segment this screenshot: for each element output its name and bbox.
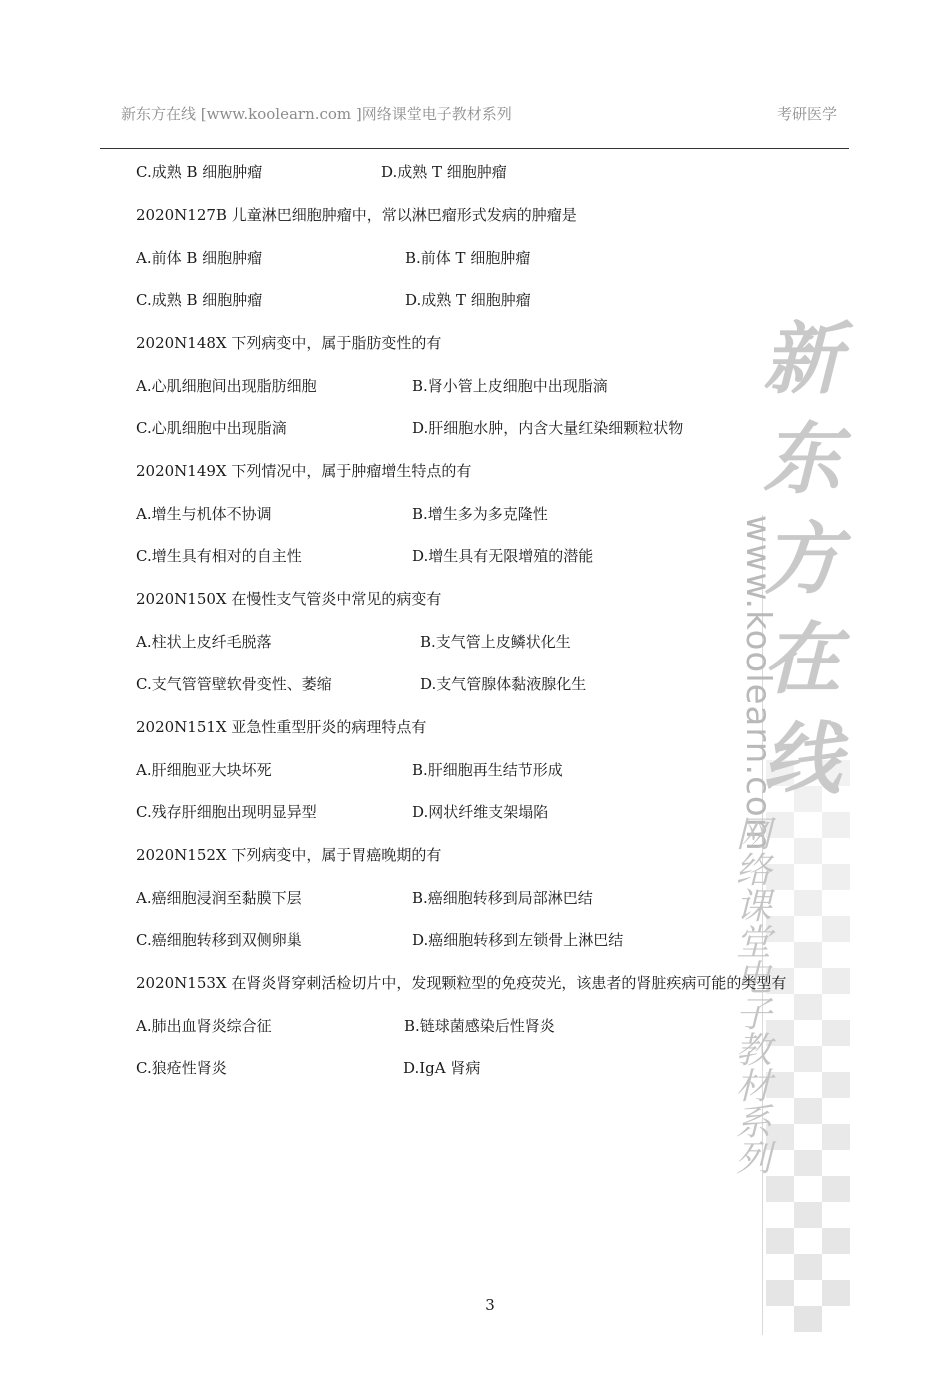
- option-c: C.增生具有相对的自主性: [136, 547, 302, 565]
- option-b: B.癌细胞转移到局部淋巴结: [412, 889, 593, 907]
- option-c: C.残存肝细胞出现明显异型: [136, 803, 317, 821]
- option-c: C.癌细胞转移到双侧卵巢: [136, 931, 302, 949]
- option-d: D.癌细胞转移到左锁骨上淋巴结: [412, 931, 624, 949]
- watermark-checker-square: [794, 838, 822, 864]
- page-number: 3: [485, 1296, 495, 1314]
- watermark-checker-square: [822, 1020, 850, 1046]
- watermark-checker-square: [794, 890, 822, 916]
- option-b: B.肾小管上皮细胞中出现脂滴: [412, 377, 608, 395]
- watermark-checker-square: [822, 1228, 850, 1254]
- watermark-checker-square: [766, 1176, 794, 1202]
- option-b: B.前体 T 细胞肿瘤: [405, 249, 531, 267]
- option-a: A.心肌细胞间出现脂肪细胞: [136, 377, 317, 395]
- option-a: A.肺出血肾炎综合征: [136, 1017, 272, 1035]
- option-b: B.支气管上皮鳞状化生: [420, 633, 571, 651]
- option-c: C.成熟 B 细胞肿瘤: [136, 163, 263, 181]
- watermark-checker-square: [794, 1098, 822, 1124]
- question-stem: 2020N149X 下列情况中，属于肿瘤增生特点的有: [136, 462, 472, 480]
- option-a: A.前体 B 细胞肿瘤: [136, 249, 263, 267]
- option-d: D.肝细胞水肿，内含大量红染细颗粒状物: [412, 419, 684, 437]
- question-stem: 2020N153X 在肾炎肾穿刺活检切片中，发现颗粒型的免疫荧光，该患者的肾脏疾病可能的类型有: [136, 974, 787, 992]
- question-stem: 2020N150X 在慢性支气管炎中常见的病变有: [136, 590, 442, 608]
- option-d: D.成熟 T 细胞肿瘤: [381, 163, 507, 181]
- option-b: B.增生多为多克隆性: [412, 505, 548, 523]
- question-stem: 2020N151X 亚急性重型肝炎的病理特点有: [136, 718, 427, 736]
- watermark-checker-square: [822, 916, 850, 942]
- watermark-url: www.koolearn.com: [738, 515, 778, 852]
- page-header-right: 考研医学: [776, 105, 837, 123]
- option-c: C.成熟 B 细胞肿瘤: [136, 291, 263, 309]
- option-c: C.心肌细胞中出现脂滴: [136, 419, 287, 437]
- option-a: A.癌细胞浸润至黏膜下层: [136, 889, 302, 907]
- option-d: D.支气管腺体黏液腺化生: [420, 675, 587, 693]
- question-stem: 2020N127B 儿童淋巴细胞肿瘤中，常以淋巴瘤形式发病的肿瘤是: [136, 206, 577, 224]
- watermark-checker-square: [822, 812, 850, 838]
- option-c: C.支气管管壁软骨变性、萎缩: [136, 675, 332, 693]
- watermark-checker-square: [794, 994, 822, 1020]
- option-c: C.狼疮性肾炎: [136, 1059, 227, 1077]
- option-a: A.增生与机体不协调: [136, 505, 272, 523]
- option-d: D.成熟 T 细胞肿瘤: [405, 291, 531, 309]
- question-stem: 2020N148X 下列病变中，属于脂肪变性的有: [136, 334, 442, 352]
- watermark-checker-square: [794, 1202, 822, 1228]
- watermark-checker-square: [822, 864, 850, 890]
- option-d: D.网状纤维支架塌陷: [412, 803, 549, 821]
- option-a: A.肝细胞亚大块坏死: [136, 761, 272, 779]
- option-b: B.链球菌感染后性肾炎: [404, 1017, 555, 1035]
- watermark-checker-square: [822, 968, 850, 994]
- option-d: D.增生具有无限增殖的潜能: [412, 547, 594, 565]
- option-d: D.IgA 肾病: [403, 1059, 481, 1077]
- watermark-series: 网络课堂电子教材系列: [730, 815, 771, 1175]
- watermark-checker-square: [794, 1150, 822, 1176]
- question-stem: 2020N152X 下列病变中，属于胃癌晚期的有: [136, 846, 442, 864]
- page-header-left: 新东方在线 [www.koolearn.com ]网络课堂电子教材系列: [121, 105, 512, 123]
- header-divider: [100, 148, 849, 149]
- watermark-brand: 新东方在线: [762, 315, 841, 805]
- watermark-checker-square: [822, 1124, 850, 1150]
- watermark-checker-square: [794, 942, 822, 968]
- option-a: A.柱状上皮纤毛脱落: [136, 633, 272, 651]
- watermark-checker-square: [822, 1176, 850, 1202]
- watermark-checker-square: [794, 1046, 822, 1072]
- watermark-checker-square: [794, 1254, 822, 1280]
- option-b: B.肝细胞再生结节形成: [412, 761, 563, 779]
- watermark-checker-square: [766, 1228, 794, 1254]
- watermark-checker-square: [822, 1072, 850, 1098]
